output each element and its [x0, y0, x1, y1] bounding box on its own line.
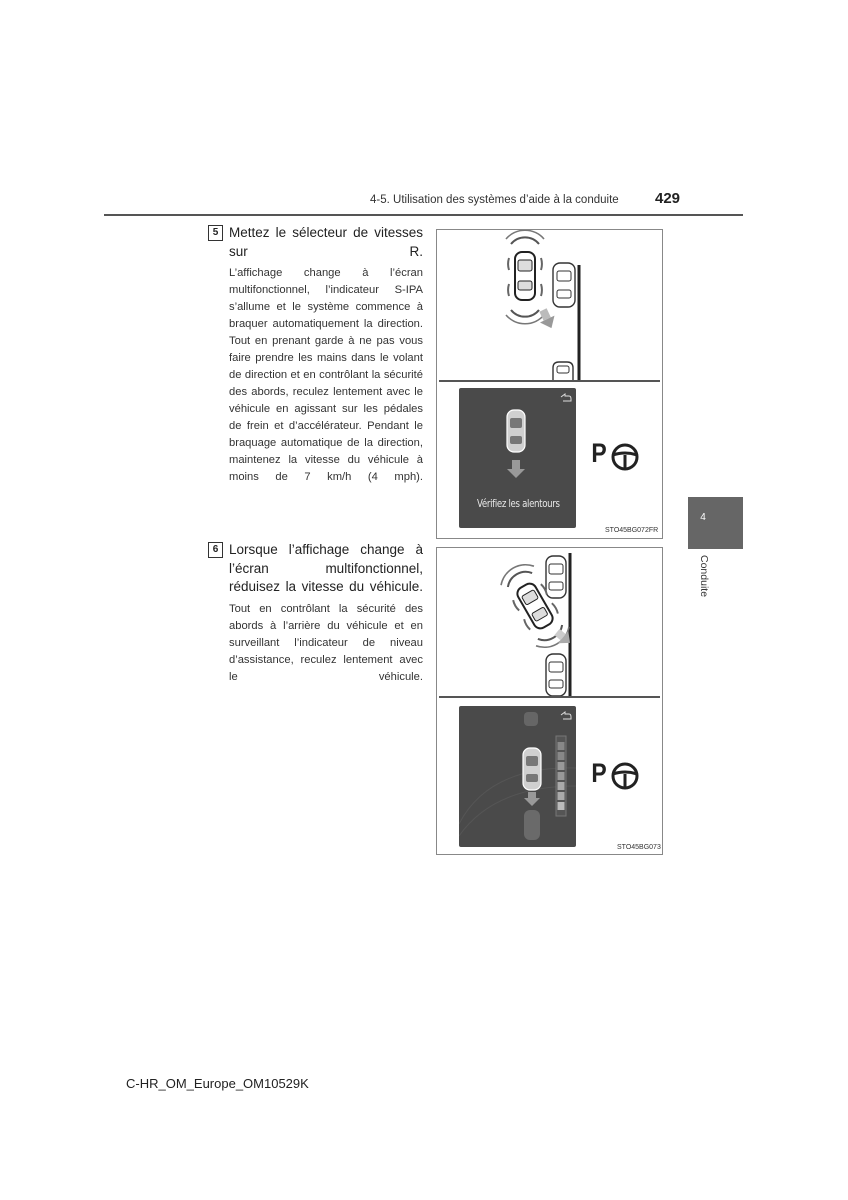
chapter-tab-label: Conduite: [698, 555, 710, 598]
step-6-title: Lorsque l’affichage change à l’écran multifonctionnel, réduisez la vitesse du véhicule.: [229, 542, 423, 594]
document-code: C-HR_OM_Europe_OM10529K: [126, 1076, 309, 1091]
step-5-body: L’affichage change à l’écran multifonctionnel, l’indicateur S-IPA s’allume et le système commence à braquer automatiquement la direction. Tout en prenant garde à ne pas vous faire prendre les mains dans le volant de direction et en contrôlant la sécurité des abords, reculez lentement avec le véhicule en agissant sur les pédales de frein et d’accélérateur. Pendant le braquage automatique de la direction, maintenez la vitesse du véhicule à moins de 7 km/h (4 mph).: [229, 267, 423, 483]
steering-wheel-icon: [610, 442, 640, 472]
screen-message: Vérifiez les alentours: [477, 498, 560, 510]
chapter-tab-number: 4: [700, 512, 706, 523]
figure-code: STO45BG073: [617, 844, 661, 851]
s-ipa-letter: P: [591, 758, 607, 788]
down-arrow-icon: [507, 460, 525, 478]
section-title: 4-5. Utilisation des systèmes d’aide à la conduite: [370, 194, 619, 206]
faded-car-top-icon: [524, 712, 538, 726]
s-ipa-letter: P: [591, 438, 607, 468]
page-number: 429: [655, 190, 681, 207]
parked-car-back-icon: [546, 654, 566, 696]
car-sensor-icon: [506, 230, 544, 324]
multi-info-display-2: [459, 706, 576, 847]
figure-code: STO45BG072FR: [605, 527, 659, 534]
faded-car-rear-icon: [524, 810, 540, 840]
multi-info-display-1: [459, 388, 576, 528]
figure-1: [436, 229, 663, 539]
figure-1-divider: [439, 380, 660, 382]
figure-2: [436, 547, 663, 855]
parking-scene-diagram-2: [437, 548, 662, 696]
header-rule: [104, 214, 743, 216]
assist-level-gauge: [556, 736, 566, 816]
parked-car-icon: [553, 263, 575, 307]
parked-car-front-icon: [546, 556, 566, 598]
step-6-body: Tout en contrôlant la sécurité des abords à l’arrière du véhicule et en surveillant l’indicateur de niveau d’assistance, reculez lentement avec le véhicule.: [229, 603, 423, 683]
chapter-tab: [688, 497, 743, 549]
return-icon: [561, 712, 571, 719]
step-number-5: 5: [208, 225, 223, 241]
car-top-icon: [507, 410, 525, 452]
parked-car-rear-icon: [553, 362, 573, 380]
steering-wheel-icon: [610, 761, 640, 791]
down-arrow-icon: [524, 792, 540, 806]
car-top-icon: [523, 748, 541, 790]
step-5-title: Mettez le sélecteur de vitesses sur R.: [229, 225, 423, 259]
parking-scene-diagram: [437, 230, 662, 380]
figure-2-divider: [439, 696, 660, 698]
step-number-6: 6: [208, 542, 223, 558]
return-icon: [561, 394, 571, 401]
